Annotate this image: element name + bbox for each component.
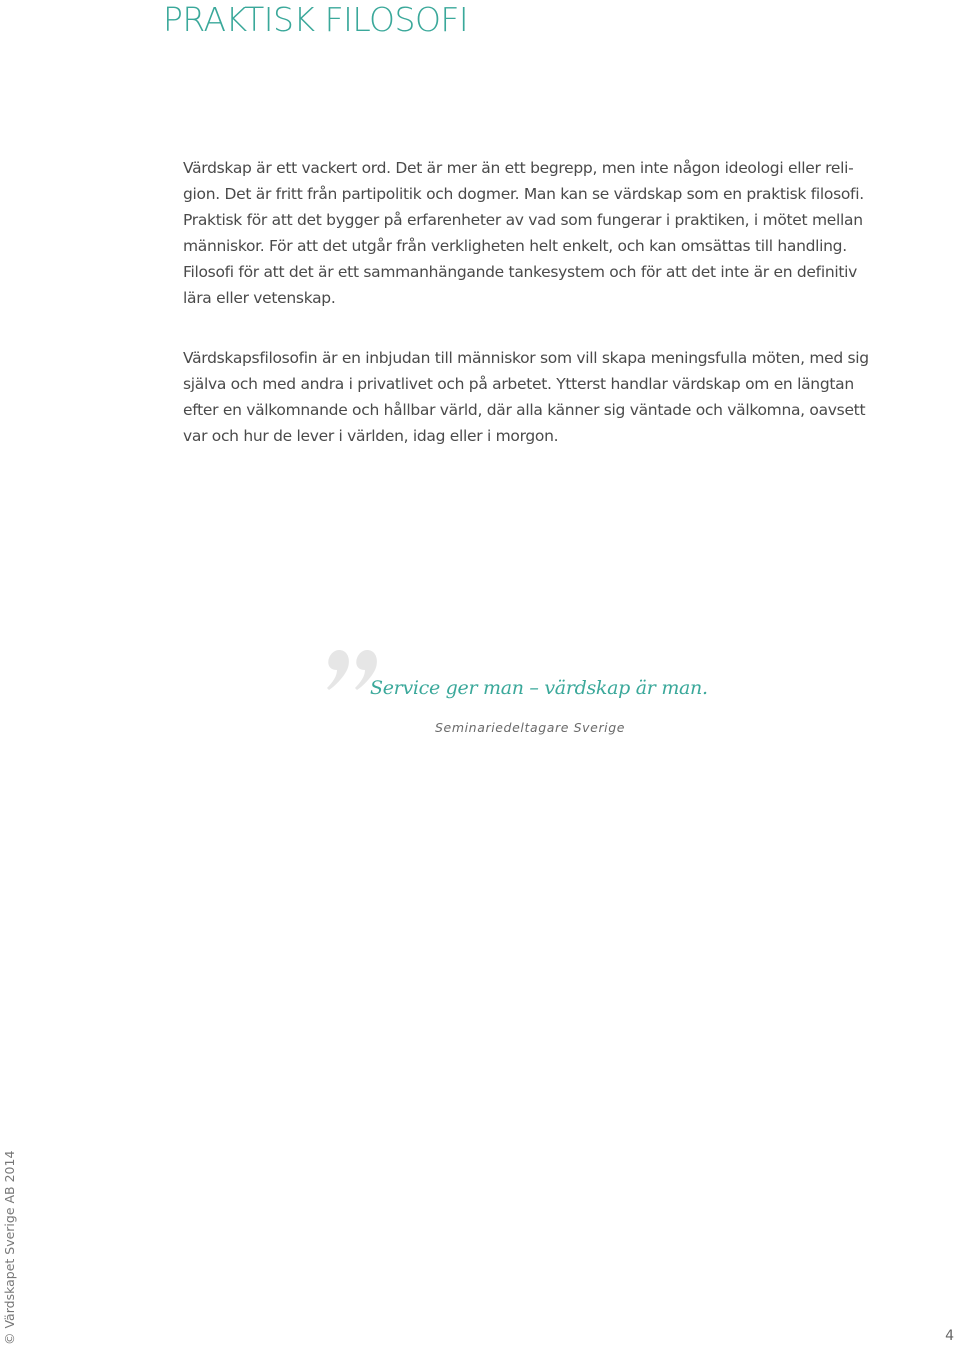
body-paragraph-1 bbox=[183, 155, 873, 311]
paragraph-line: var och hur de lever i världen, idag eller i morgon. bbox=[183, 427, 559, 445]
paragraph-line: Filosofi för att det är ett sammanhängande tankesystem och för att det inte är en definitiv bbox=[183, 263, 858, 281]
quote-source: Seminariedeltagare Sverige bbox=[435, 720, 626, 735]
paragraph-line: Värdskapsfilosofin är en inbjudan till människor som vill skapa meningsfulla möten, med sig bbox=[183, 349, 869, 367]
copyright-notice: © Värdskapet Sverige AB 2014 bbox=[2, 1150, 17, 1345]
paragraph-line: Värdskap är ett vackert ord. Det är mer än ett begrepp, men inte någon ideologi eller reli- bbox=[183, 159, 854, 177]
paragraph-line: Praktisk för att det bygger på erfarenheter av vad som fungerar i praktiken, i mötet mellan bbox=[183, 211, 863, 229]
paragraph-line: efter en välkomnande och hållbar värld, där alla känner sig väntade och välkomna, oavsett bbox=[183, 401, 866, 419]
paragraph-line: gion. Det är fritt från partipolitik och dogmer. Man kan se värdskap som en praktisk filosofi. bbox=[183, 185, 864, 203]
paragraph-line: lära eller vetenskap. bbox=[183, 289, 336, 307]
page-title: PRAKTISK FILOSOFI bbox=[163, 0, 469, 39]
body-paragraph-2 bbox=[183, 345, 873, 449]
page-number: 4 bbox=[945, 1328, 954, 1344]
paragraph-line: människor. För att det utgår från verkligheten helt enkelt, och kan omsättas till handling. bbox=[183, 237, 847, 255]
quote-text: Service ger man – värdskap är man. bbox=[370, 677, 708, 699]
paragraph-line: själva och med andra i privatlivet och på arbetet. Ytterst handlar värdskap om en längtan bbox=[183, 375, 854, 393]
